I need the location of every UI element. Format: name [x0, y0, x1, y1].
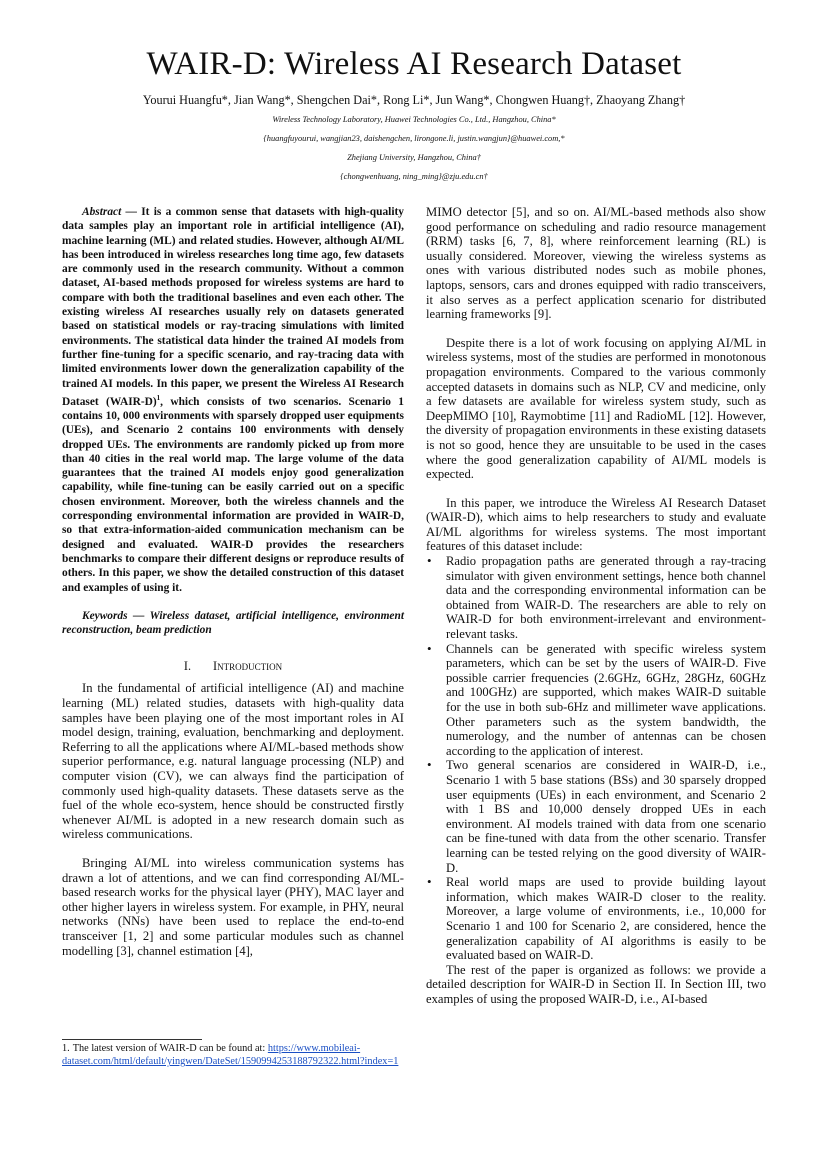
abstract-text-2: , which consists of two scenarios. Scenario 1 contains 10, 000 environments with sparsely dropped user equipments (UEs), and Scenario 2 contains 100 environments with densely dropped UEs. The environments are randomly picked up from more than 40 cities in the real world map. The large volume of the data guarantees that the trained AI models enjoy good generalization capability, while fine-tuning can be easily carried out on a specific chosen environment. Moreover, both the wireless channels and the corresponding environmental information are provided in WAIR-D, so that extra-information-aided communication mechanism can be designed and evaluated. WAIR-D provides the researchers benchmarks to compare their different designs or reproduce results of others. In this paper, we show the detailed construction of this dataset and examples of using it.	[62, 395, 404, 594]
affiliation-huawei: Wireless Technology Laboratory, Huawei Technologies Co., Ltd., Hangzhou, China*	[272, 115, 556, 124]
footnote-number: 1.	[62, 1043, 70, 1054]
right-paragraph-1: MIMO detector [5], and so on. AI/ML-based methods also show good performance on scheduling and radio resource management (RRM) tasks [6, 7, 8], where reinforcement learning (RL) is usually considered. Moreover, viewing the wireless systems as ones with various distributed nodes such as mobile phones, laptops, sensors, cars and drones equipped with radio transceivers, it also serves as a perfect application scenario for distributed learning frameworks [9].	[426, 205, 766, 322]
footnote-text: The latest version of WAIR-D can be found at:	[72, 1043, 268, 1054]
feature-list	[426, 554, 766, 963]
intro-paragraph-1: In the fundamental of artificial intelligence (AI) and machine learning (ML) related studies, datasets with high-quality data samples have been playing one of the most important roles in AI model design, training, evaluation, benchmarking and deployment. Referring to all the applications where AI/ML-based methods show superior performance, e.g. natural language processing (NLP) and computer vision (CV), we can always find the participation of commonly used high-quality datasets. These datasets serve as the fuel of the whole eco-system, hence should be constructed firstly whenever AI/ML is adopted in a new research domain such as wireless communications.	[62, 681, 404, 842]
section-title: Introduction	[213, 658, 283, 673]
author-list: Yourui Huangfu*, Jian Wang*, Shengchen Dai*, Rong Li*, Jun Wang*, Chongwen Huang†, Zhaoyang Zhang†	[142, 93, 686, 107]
intro-paragraph-2: Bringing AI/ML into wireless communication systems has drawn a lot of attentions, and we can find corresponding AI/ML-based research works for the physical layer (PHY), MAC layer and other higher layers in wireless system. For example, in PHY, neural networks (NNs) have been used to replace the end-to-end transceiver [1, 2] and some particular modules such as channel modelling [3], channel estimation [4],	[62, 855, 404, 958]
closing-paragraph: The rest of the paper is organized as follows: we provide a detailed description for WAIR-D in Section II. In Section III, two examples of using the proposed WAIR-D, i.e., AI-based	[426, 962, 766, 1006]
footnote	[62, 1042, 404, 1068]
abstract-text-1: It is a common sense that datasets with high-quality data samples play an important role in artificial intelligence (AI), machine learning (ML) and related studies. However, although AI/ML has been introduced in wireless researches long time ago, few datasets are commonly used in the research community. Without a common dataset, AI-based methods proposed for wireless systems are hard to compare with both the traditional baselines and even each other. The existing wireless AI researches usually rely on datasets generated based on statistical models or ray-tracing simulations with limited environments. The statistical data hinder the trained AI models from further fine-tuning for a specific scenario, and ray-tracing data with limited environments lower down the generalization capability of the trained AI models. In this paper, we present the Wireless AI Research Dataset (WAIR-D)	[62, 206, 404, 408]
feature-item: • Two general scenarios are considered in WAIR-D, i.e., Scenario 1 with 5 base stations (BSs) and 30 sparsely dropped user equipments (UEs) in each environment, and Scenario 2 with 1 BS and 10,000 densely dropped UEs in each environment. AI models trained with data from one scenario can be fine-tuned with data from the other scenario. Transfer learning can be tested relying on the good diversity of WAIR-D.	[426, 758, 766, 875]
right-paragraph-3: In this paper, we introduce the Wireless AI Research Dataset (WAIR-D), which aims to help researchers to study and evaluate AI/ML algorithms for wireless systems. The most important features of this dataset include:	[426, 495, 766, 554]
right-column	[426, 205, 766, 1006]
email-huawei: {huangfuyourui, wangjian23, daishengchen, lirongone.li, justin.wangjun}@huawei.com,*	[263, 134, 565, 143]
right-paragraph-2: Despite there is a lot of work focusing on applying AI/ML in wireless systems, most of the studies are performed in monotonous propagation environments. Compared to the various commonly accepted datasets in domains such as NLP, CV and medicine, only a few datasets are available for wireless system study, such as DeepMIMO [10], Raymobtime [11] and RadioML [12]. However, the diversity of propagation environments in these existing datasets is not so good, hence they are unsuitable to be used in the cases where the good generalization capability of AI/ML models is expected.	[426, 335, 766, 482]
abstract	[62, 205, 404, 595]
keywords: Keywords — Wireless dataset, artificial intelligence, environment reconstruction, beam prediction	[62, 609, 404, 636]
footnote-link[interactable]: https://www.mobileai-dataset.com/html/default/yingwen/DateSet/1590994253188792322.html?index=1	[62, 1043, 399, 1067]
left-column	[62, 205, 404, 958]
abstract-dash: —	[121, 206, 142, 218]
section-number: I.	[183, 658, 192, 673]
feature-item: • Radio propagation paths are generated through a ray-tracing simulator with given environment settings, hence both channel data and the corresponding environmental information can be obtained from WAIR-D. The researchers are able to rely on WAIR-D for both environment-irrelevant and environment-relevant tasks.	[426, 554, 766, 642]
affiliation-zju: Zhejiang University, Hangzhou, China†	[347, 153, 481, 162]
footnote-marker: 1	[156, 393, 161, 402]
email-zju: {chongwenhuang, ning_ming}@zju.edu.cn†	[340, 172, 488, 181]
feature-item: • Real world maps are used to provide building layout information, which makes WAIR-D closer to the reality. Moreover, a large volume of environments, i.e., 10,000 for Scenario 1 and 100 for Scenario 2, are considered, hence the generalization capability of AI algorithms is easily to be evaluated based on WAIR-D.	[426, 875, 766, 963]
feature-item: • Channels can be generated with specific wireless system parameters, which can be set by the users of WAIR-D. Five possible carrier frequencies (2.6GHz, 6GHz, 28GHz, 60GHz and 100GHz) are supported, which makes WAIR-D suitable for the use in both sub-6Hz and millimeter wave applications. Other parameters such as the system bandwidth, the numerology, and the number of antennas can be chosen according to the application of interest.	[426, 642, 766, 759]
abstract-label: Abstract	[82, 206, 122, 218]
paper-title: WAIR-D: Wireless AI Research Dataset	[146, 46, 682, 82]
section-heading-introduction	[62, 659, 404, 674]
footnote-rule	[62, 1039, 202, 1040]
